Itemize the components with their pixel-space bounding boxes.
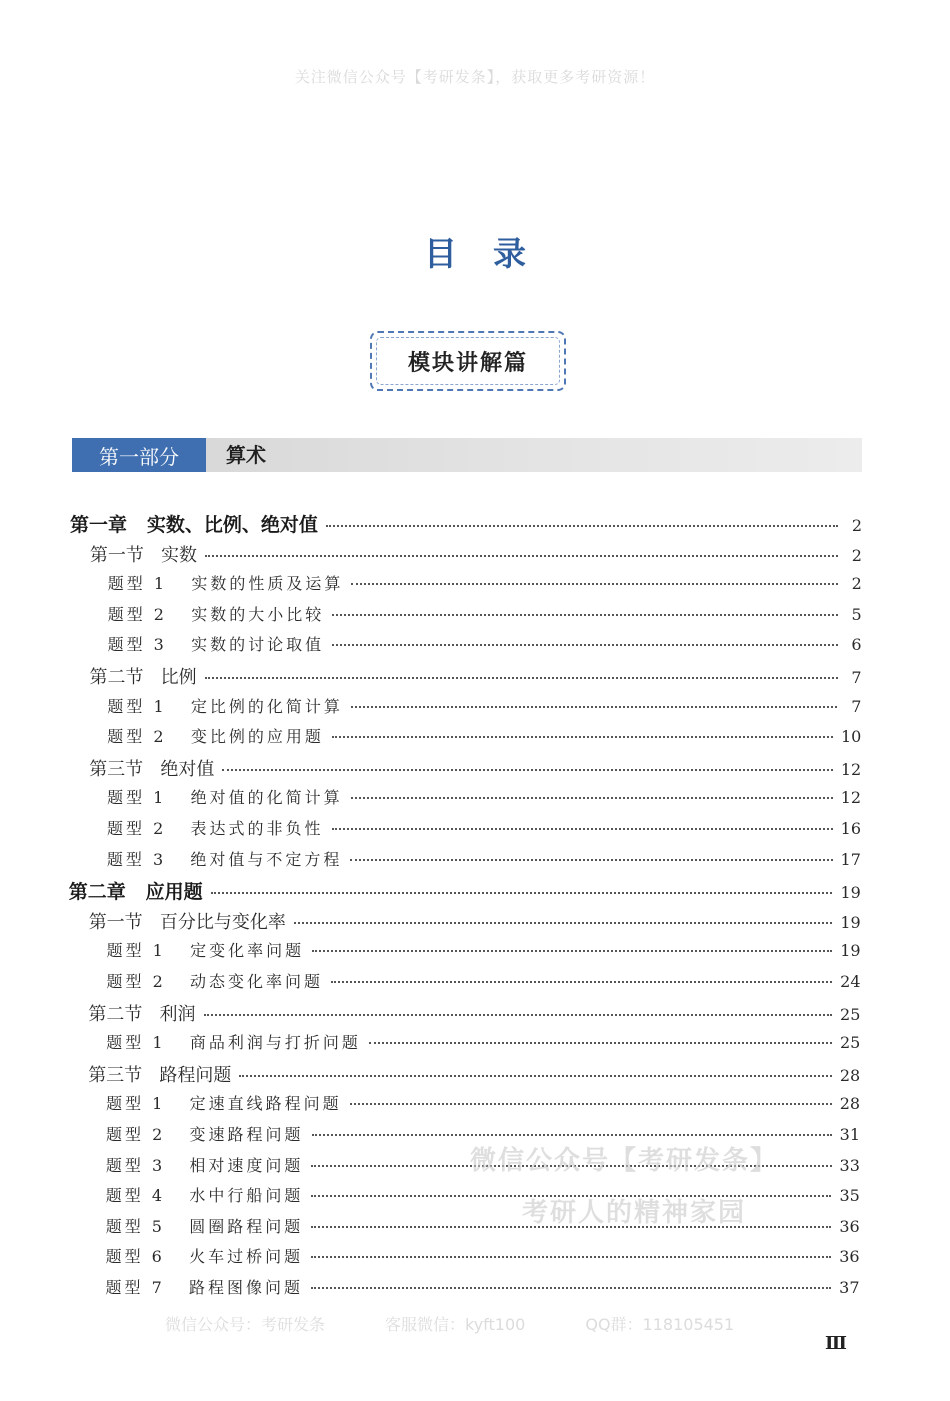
toc-type-row [107,694,861,724]
toc-entry-label: 第三节 路程问题 [88,1064,232,1086]
toc-leader-dots [332,644,837,646]
toc-section-row [89,908,861,938]
toc-page-number: 2 [851,574,862,594]
toc-page-number: 37 [839,1278,860,1297]
toc-page-number: 19 [840,883,861,903]
toc-entry-label: 题型 5 圆圈路程问题 [105,1216,304,1236]
toc-page-number: 12 [840,759,862,779]
toc-entry-label: 第二章 应用题 [68,881,203,904]
toc-section-row [90,663,862,693]
toc-entry-label: 题型 2 动态变化率问题 [106,972,324,991]
watermark-service: 客服微信：kyft100 [385,1315,526,1334]
toc-leader-dots [211,892,833,894]
toc-leader-dots [239,1075,831,1077]
toc-leader-dots [311,1287,831,1289]
toc-entry-label: 第三节 绝对值 [89,758,215,780]
toc-page-number: 19 [840,912,861,932]
toc-entry-label: 第一节 百分比与变化率 [88,911,286,933]
toc-entry-label: 题型 6 火车过桥问题 [105,1247,304,1267]
toc-type-row [107,724,861,754]
toc-page-number: 16 [840,819,861,838]
toc-type-row [106,1214,860,1244]
toc-section-row [89,755,861,785]
part-label: 第一部分 [72,438,206,472]
toc-entry-label: 第二节 比例 [89,667,197,688]
toc-leader-dots [332,736,833,738]
toc-entry-label: 题型 2 变比例的应用题 [107,727,324,747]
toc-section-row [88,1000,860,1030]
toc-entry-label: 题型 3 实数的讨论取值 [107,635,325,655]
toc-type-row [107,969,861,999]
toc-entry-label: 题型 7 路程图像问题 [105,1278,304,1297]
toc-page-number: 25 [839,1033,861,1053]
toc-page-number: 12 [840,788,862,808]
toc-section-row [90,541,862,571]
toc-leader-dots [332,828,833,830]
module-title: 模块讲解篇 [407,350,528,376]
toc-page-number: 28 [839,1065,861,1085]
toc-page-number: 25 [840,1004,861,1024]
toc-page-number: 7 [851,696,862,716]
toc-leader-dots [312,950,832,952]
toc-entry-label: 题型 1 定速直线路程问题 [106,1094,342,1114]
toc-entry-label: 题型 2 变速路程问题 [106,1125,304,1144]
watermark-bottom [165,1312,734,1335]
toc-page-number: 7 [851,668,862,687]
page-title: 目录 [424,234,562,273]
toc-leader-dots [311,1256,831,1258]
toc-entry-label: 题型 1 定变化率问题 [106,941,305,961]
toc-page-number: 31 [839,1125,860,1144]
toc-page-number: 36 [839,1247,860,1267]
toc-page-number: 2 [851,516,862,535]
toc-entry-label: 题型 1 绝对值的化简计算 [107,788,343,808]
toc-type-row [107,847,861,877]
toc-leader-dots [222,769,832,771]
toc-type-row [106,1275,860,1305]
watermark-middle-2: 考研人的精神家园 [522,1198,747,1228]
toc-page-number: 35 [839,1186,860,1206]
toc-entry-label: 第一节 实数 [89,544,198,566]
toc-entry-label: 题型 2 表达式的非负性 [107,819,324,838]
toc-page-number: 19 [840,941,861,961]
toc-leader-dots [351,706,837,708]
toc-entry-label: 题型 3 相对速度问题 [105,1155,304,1175]
toc-leader-dots [331,981,832,983]
toc-page-number: 5 [851,604,862,624]
toc-type-row [107,785,861,815]
toc-leader-dots [332,614,837,616]
toc-page-number: 33 [839,1155,860,1175]
toc-leader-dots [205,555,838,557]
toc-chapter-row [69,877,861,907]
toc-leader-dots [312,1134,832,1136]
watermark-qq: QQ群：118105451 [585,1315,735,1334]
toc-type-row [106,1030,860,1060]
toc-page-number: 2 [851,545,862,565]
toc-entry-label: 题型 2 实数的大小比较 [107,604,325,624]
toc-leader-dots [326,525,838,527]
toc-leader-dots [350,1103,832,1105]
toc-leader-dots [205,677,838,679]
toc-type-row [107,938,861,968]
toc-leader-dots [369,1042,832,1044]
toc-type-row [108,571,862,601]
toc-type-row [107,816,861,846]
toc-type-row [108,632,862,662]
toc-entry-label: 第二节 利润 [88,1003,196,1025]
toc-type-row [108,602,862,632]
toc-leader-dots [294,922,832,924]
toc-type-row [106,1244,860,1274]
toc-leader-dots [351,797,833,799]
toc-type-row [106,1091,860,1121]
page-number: Ⅲ [825,1333,847,1354]
toc-chapter-row [70,510,862,540]
toc-page-number: 17 [840,849,861,869]
part-header [72,438,862,472]
toc-page-number: 28 [839,1094,861,1114]
toc-leader-dots [351,583,837,585]
part-title: 算术 [226,443,266,467]
toc-entry-label: 题型 1 商品利润与打折问题 [106,1033,361,1053]
toc-section-row [88,1061,860,1091]
watermark-middle-1: 微信公众号【考研发条】 [470,1146,779,1176]
toc-page-number: 6 [851,635,862,655]
module-banner [370,331,566,391]
toc-page-number: 24 [840,972,861,991]
toc-leader-dots [204,1014,832,1016]
toc-entry-label: 题型 3 绝对值与不定方程 [106,849,343,869]
watermark-top: 关注微信公众号【考研发条】，获取更多考研资源！ [294,68,656,86]
toc-page-number: 36 [839,1216,860,1236]
watermark-wechat: 微信公众号：考研发条 [165,1315,326,1334]
toc-entry-label: 题型 1 定比例的化简计算 [107,696,343,716]
toc-page-number: 10 [840,727,862,747]
toc-entry-label: 题型 4 水中行船问题 [105,1186,304,1206]
toc-leader-dots [350,859,832,861]
toc-entry-label: 题型 1 实数的性质及运算 [107,574,344,594]
toc-entry-label: 第一章 实数、比例、绝对值 [70,514,318,536]
toc-type-row [106,1183,860,1213]
